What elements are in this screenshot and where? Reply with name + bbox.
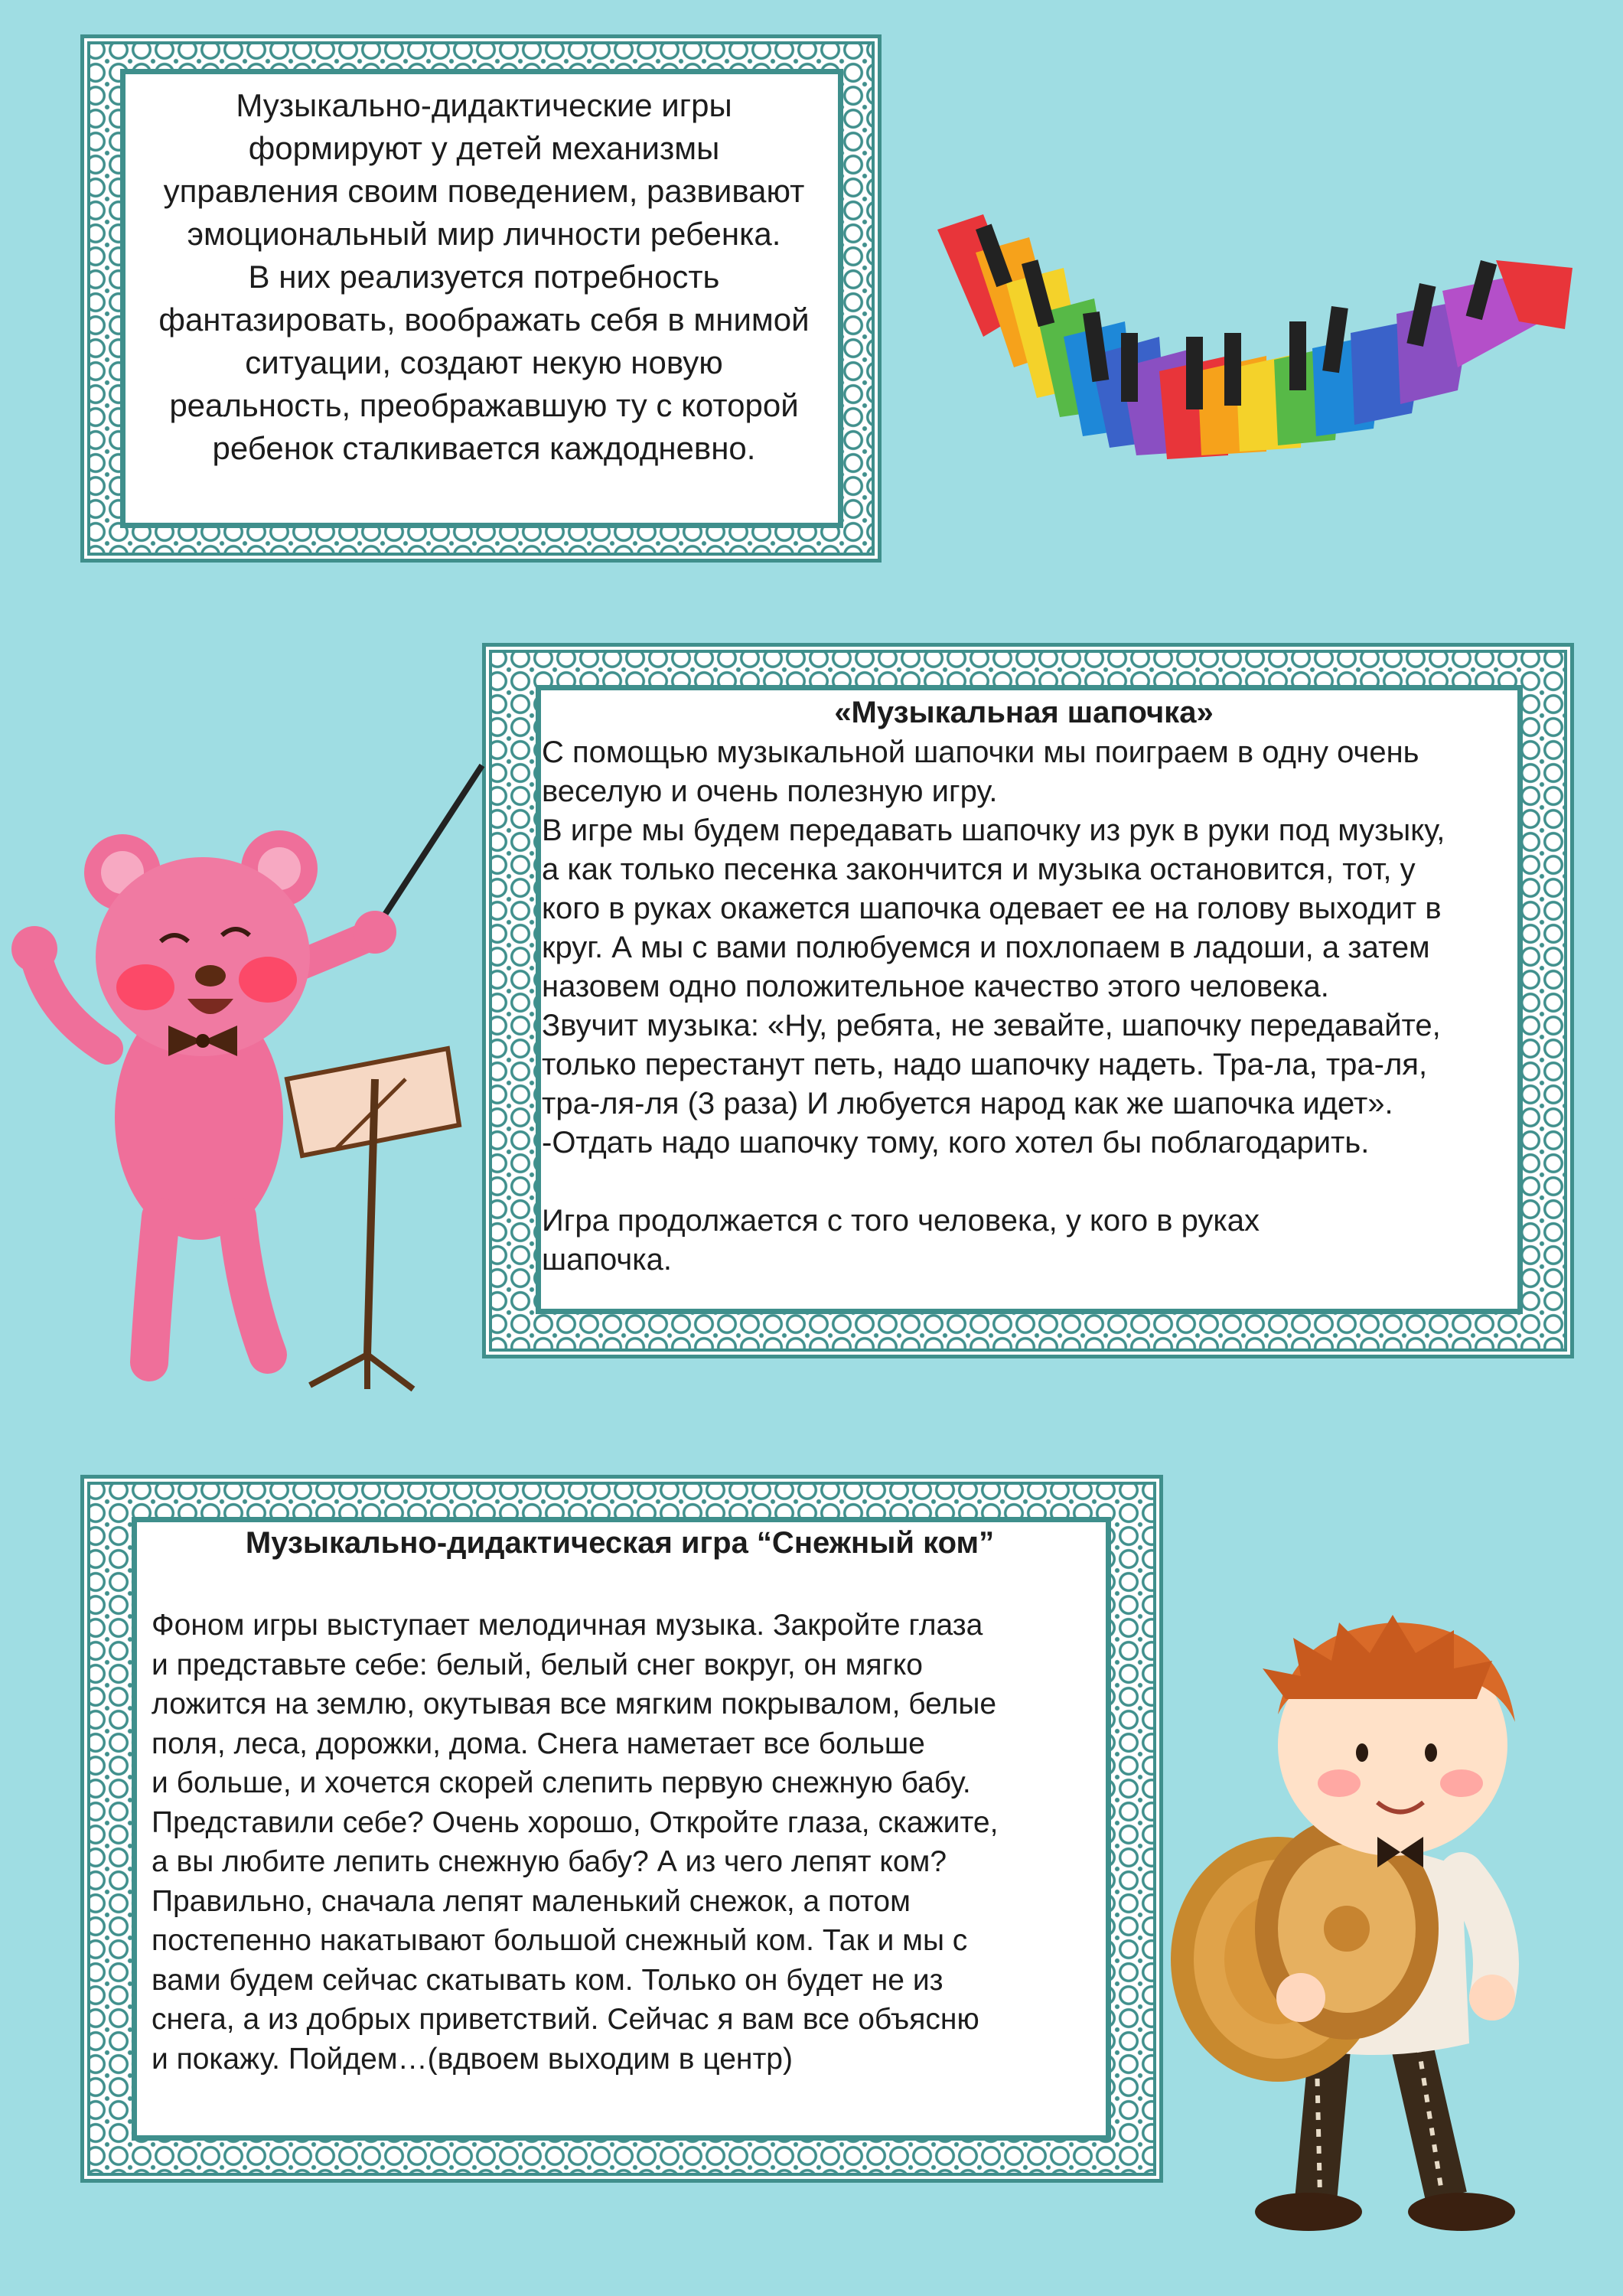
boy-cymbals-icon xyxy=(1163,1600,1592,2235)
pink-bear-conductor-icon xyxy=(15,758,490,1393)
rainbow-piano-icon xyxy=(930,207,1580,475)
game2-text: Фоном игры выступает мелодичная музыка. Закройте глаза и представьте себе: белый, белый снег вокруг, он мягко ложится на землю, окутывая все мягким покрывалом, белые поля, леса, дорожки, дома. Снега наметает все больше и больше, и хочется скорей слепить первую снежную бабу. Представили себе? Очень хорошо, Откройте глаза, скажите, а вы любите лепить снежную бабу? А из чего лепят ком? Правильно, сначала лепят маленький снежок, а потом постепенно накатывают большой снежный ком. Так и мы с вами будем сейчас скатывать ком. Только он будет не из снега, а из добрых приветствий. Сейчас я вам все объясню и покажу. Пойдем…(вдвоем выходим в центр) xyxy=(152,1609,999,2076)
intro-text: Музыкально-дидактические игры формируют у детей механизмы управления своим поведением, развивают эмоциональный мир личности ребенка. В них реализуется потребность фантазировать, воображать себя в мнимой ситуации, создают некую новую реальность, преображавшую ту с которой ребенок сталкивается каждодневно. xyxy=(158,87,810,466)
game1-text: С помощью музыкальной шапочки мы поиграем в одну очень веселую и очень полезную игру. В игре мы будем передавать шапочку из рук в руки под музыку, а как только песенка закончится и музыка остановится, тот, у кого в руках окажется шапочка одевает ее на голову выходит в круг. А мы с вами полюбуемся и похлопаем в ладоши, а затем назовем одно положительное качество этого человека. Звучит музыка: «Ну, ребята, не зевайте, шапочку передавайте, только перестанут петь, надо шапочку надеть. Тра-ла, тра-ля, тра-ля-ля (3 раза) И любуется народ как же шапочка идет». -Отдать надо шапочку тому, кого хотел бы поблагодарить. Игра продолжается с того человека, у кого в руках шапочка. xyxy=(542,735,1445,1277)
game1-title: «Музыкальная шапочка» xyxy=(834,696,1214,729)
game2-title: Музыкально-дидактическая игра “Снежный ком” xyxy=(245,1526,995,1560)
